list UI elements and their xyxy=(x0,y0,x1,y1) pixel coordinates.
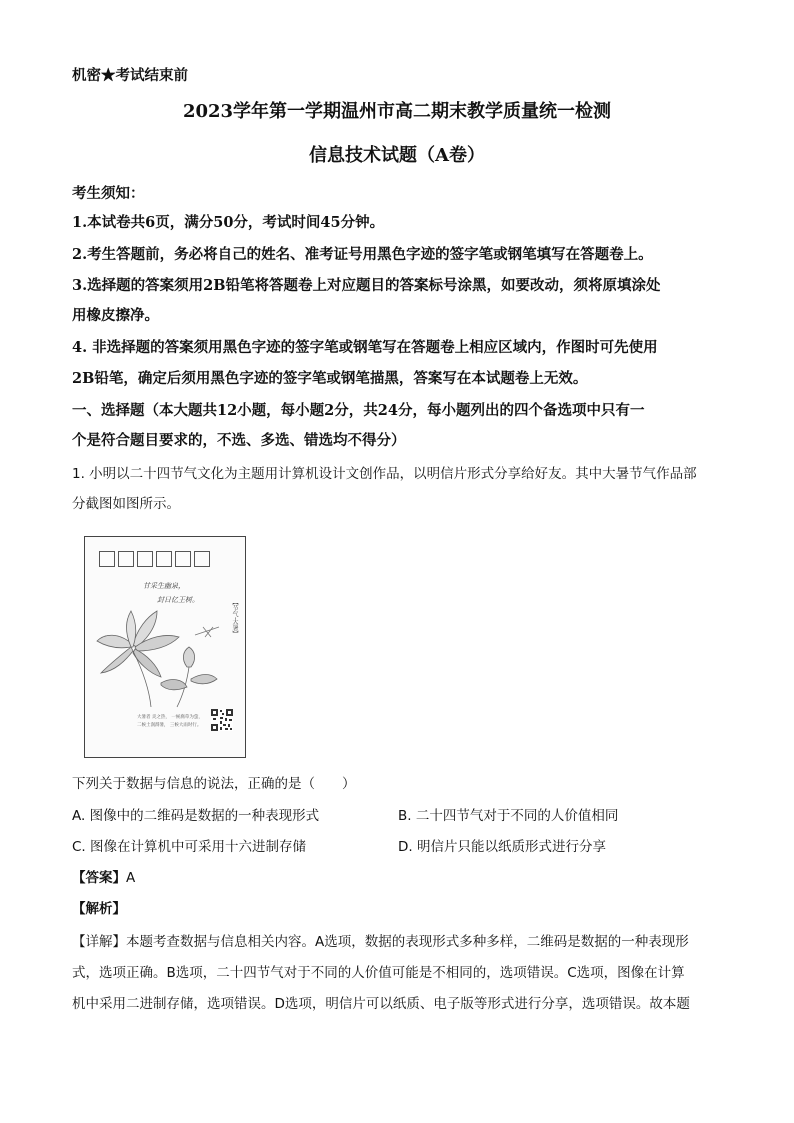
answer-value: A xyxy=(126,870,136,886)
detail-line-2: 式，选项正确。B选项，二十四节气对于不同的人价值可能是不相同的，选项错误。C选项，图像在计算 xyxy=(72,965,685,981)
postcard-poem-line-2: 封日亿王树。 xyxy=(157,596,199,604)
postal-code-box xyxy=(118,551,134,567)
postal-code-box xyxy=(194,551,210,567)
notice-item-4-line-2: 2B铅笔，确定后须用黑色字迹的签字笔或钢笔描黑，答案写在本试题卷上无效。 xyxy=(72,370,588,387)
section-heading-line-1: 一、选择题（本大题共12小题，每小题2分，共24分，每小题列出的四个备选项中只有一 xyxy=(72,402,645,419)
confidential-label: 机密★考试结束前 xyxy=(72,67,188,84)
postal-code-box xyxy=(99,551,115,567)
exam-subtitle: 信息技术试题（A卷） xyxy=(309,145,485,166)
option-c: C. 图像在计算机中可采用十六进制存储 xyxy=(72,839,307,855)
analysis-label: 【解析】 xyxy=(72,901,126,917)
question-1-stem-line-2: 分截图如图所示。 xyxy=(72,496,180,512)
notice-item-4-line-1: 4. 非选择题的答案须用黑色字迹的签字笔或钢笔写在答题卷上相应区域内，作图时可先使用 xyxy=(72,339,658,356)
notice-item-2: 2.考生答题前，务必将自己的姓名、准考证号用黑色字迹的签字笔或钢笔填写在答题卷上。 xyxy=(72,246,653,263)
section-heading-line-2: 个是符合题目要求的，不选、多选、错选均不得分） xyxy=(72,432,406,449)
lotus-illustration xyxy=(91,603,231,711)
answer-label: 【答案】 xyxy=(72,870,126,886)
option-a: A. 图像中的二维码是数据的一种表现形式 xyxy=(72,808,320,824)
question-1-prompt: 下列关于数据与信息的说法，正确的是（ ） xyxy=(72,776,356,792)
question-1-stem-line-1: 1. 小明以二十四节气文化为主题用计算机设计文创作品，以明信片形式分享给好友。其中大暑节气作品部 xyxy=(72,466,697,482)
option-d: D. 明信片只能以纸质形式进行分享 xyxy=(398,839,606,855)
postcard-side-label: 【节气·大暑】 xyxy=(231,599,238,637)
notice-item-3-line-2: 用橡皮擦净。 xyxy=(72,307,159,324)
postal-code-box xyxy=(156,551,172,567)
qr-code-icon xyxy=(211,709,233,731)
notice-item-3-line-1: 3.选择题的答案须用2B铅笔将答题卷上对应题目的答案标号涂黑，如要改动，须将原填涂处 xyxy=(72,277,661,294)
postcard-poem-line-1: 甘采生幽泉， xyxy=(143,582,185,590)
notice-heading: 考生须知： xyxy=(72,185,145,202)
postal-code-box xyxy=(137,551,153,567)
option-b: B. 二十四节气对于不同的人价值相同 xyxy=(398,808,619,824)
detail-line-1: 【详解】本题考查数据与信息相关内容。A选项，数据的表现形式多种多样，二维码是数据的一种表现形 xyxy=(72,934,689,950)
notice-item-1: 1.本试卷共6页，满分50分，考试时间45分钟。 xyxy=(72,214,385,231)
postcard-footer-line-2: 二候土润溽暑， 三候大雨时行。 xyxy=(137,723,202,728)
postcard-footer-line-1: 大暑者 炎之热， 一候腐草为萤， xyxy=(137,715,203,720)
postal-code-box xyxy=(175,551,191,567)
postcard-figure xyxy=(84,536,246,758)
detail-line-3: 机中采用二进制存储，选项错误。D选项，明信片可以纸质、电子版等形式进行分享，选项错误。故本题 xyxy=(72,996,690,1012)
answer-line xyxy=(72,869,135,887)
exam-title: 2023学年第一学期温州市高二期末教学质量统一检测 xyxy=(182,101,612,122)
